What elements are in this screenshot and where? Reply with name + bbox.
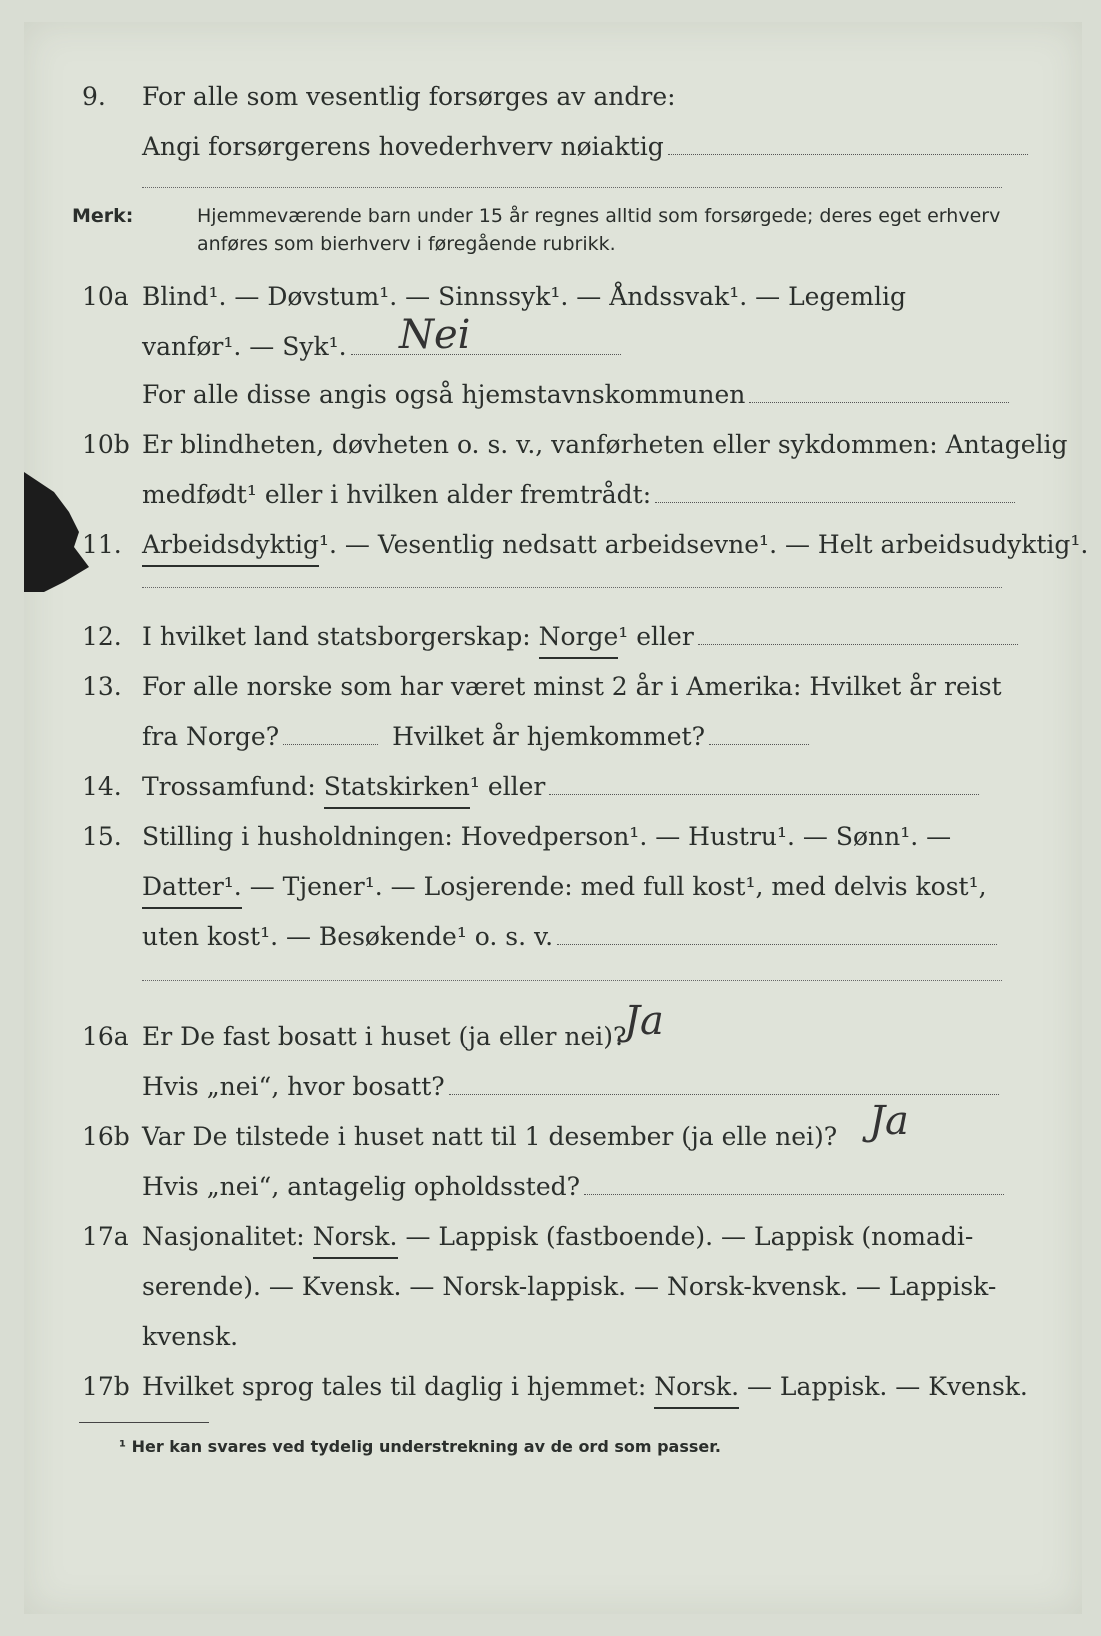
q14-row [24,767,1082,807]
q9-row-2 [24,127,1082,167]
q10a-row-3 [24,375,1082,415]
q15-options-2: — Tjener¹. — Losjerende: med full kost¹, med delvis kost¹, [249,872,987,901]
q15-row-1 [24,817,1082,857]
q10a-row-2 [24,312,1082,367]
q16b-row-2 [24,1167,1082,1207]
q14-question: Trossamfund: [142,772,316,801]
q17b-number: 17b [82,1372,130,1401]
q17a-options-1: — Lappisk (fastboende). — Lappisk (nomadi- [405,1222,974,1251]
q11-extra-line [142,587,1002,588]
q10a-answer-line[interactable] [351,353,621,355]
q12-question: I hvilket land statsborgerskap: [142,622,531,651]
q10a-hometown-label: For alle disse angis også hjemstavnskommunen [142,380,746,409]
q15-answer-line[interactable] [557,943,997,945]
q12-answer-line[interactable] [698,643,1018,645]
q14-selected-option[interactable]: Statskirken [324,767,470,809]
q16a-answer-line[interactable] [449,1093,999,1095]
q16b-question: Var De tilstede i huset natt til 1 desember (ja elle nei)? [142,1122,838,1151]
q12-row [24,617,1082,657]
q16a-handwritten-answer: Ja [624,998,664,1044]
q16b-row-1 [24,1098,1082,1157]
q14-number: 14. [82,772,122,801]
q15-options-3: uten kost¹. — Besøkende¹ o. s. v. [142,922,554,951]
footnote-rule [79,1422,209,1423]
q17a-options-2: serende). — Kvensk. — Norsk-lappisk. — Norsk-kvensk. — Lappisk- [142,1272,997,1301]
merk-text: Hjemmeværende barn under 15 år regnes alltid som forsørgede; deres eget erhverv anføres som bierhverv i føregående rubrikk. [197,205,1001,255]
q17a-row-3 [24,1317,1082,1357]
q12-or: ¹ eller [618,622,694,651]
q17a-selected-option[interactable]: Norsk. [313,1217,398,1259]
q16b-answer-line[interactable] [584,1193,1004,1195]
q16a-followup: Hvis „nei“, hvor bosatt? [142,1072,445,1101]
q9-question: For alle som vesentlig forsørges av andre: [142,82,676,111]
q14-answer-line[interactable] [549,793,979,795]
q10b-answer-line[interactable] [655,501,1015,503]
q13-left-label: fra Norge? [142,722,280,751]
q10a-handwritten-answer: Nei [399,312,471,358]
q17a-row-2 [24,1267,1082,1307]
q11-other-options: ¹. — Vesentlig nedsatt arbeidsevne¹. — Helt arbeidsudyktig¹. [318,530,1089,559]
q16a-row-1 [24,998,1082,1057]
q11-number: 11. [82,530,122,559]
q15-row-2 [24,867,1082,907]
q13-row-1 [24,667,1082,707]
q16a-number: 16a [82,1022,129,1051]
q9-answer-line[interactable] [668,153,1028,155]
q15-row-3 [24,917,1082,957]
q17a-question: Nasjonalitet: [142,1222,305,1251]
q17a-number: 17a [82,1222,129,1251]
footnote: ¹ Her kan svares ved tydelig understrekning av de ord som passer. [119,1437,721,1456]
q10a-row-1 [24,277,1082,317]
q9-row-1 [24,77,1082,117]
q10b-question-2: medfødt¹ eller i hvilken alder fremtrådt: [142,480,652,509]
q15-extra-line [142,980,1002,981]
q13-question: For alle norske som har været minst 2 år i Amerika: Hvilket år reist [142,672,1002,701]
q13-returned-label: Hvilket år hjemkommet? [392,722,706,751]
q15-selected-option[interactable]: Datter¹. [142,867,242,909]
merk-note [72,202,1001,255]
q13-returned-line[interactable] [709,743,809,745]
q11-selected-option[interactable]: Arbeidsdyktig [142,525,319,567]
q9-number: 9. [82,82,106,111]
q17b-row [24,1367,1082,1407]
q10a-hometown-line[interactable] [749,401,1009,403]
q10b-row-1 [24,425,1082,465]
q17a-row-1 [24,1217,1082,1257]
q17b-question: Hvilket sprog tales til daglig i hjemmet: [142,1372,647,1401]
q9-extra-line [142,187,1002,188]
q10b-question: Er blindheten, døvheten o. s. v., vanførheten eller sykdommen: Antagelig [142,430,1068,459]
q9-provider-label: Angi forsørgerens hovederhverv nøiaktig [142,132,664,161]
q10b-number: 10b [82,430,130,459]
q16a-row-2 [24,1067,1082,1107]
census-form-page [24,22,1089,1614]
q12-selected-option[interactable]: Norge [539,617,619,659]
q17b-other-options: — Lappisk. — Kvensk. [746,1372,1028,1401]
q11-row [24,525,1089,565]
q10b-row-2 [24,475,1082,515]
q17a-options-3: kvensk. [142,1322,239,1351]
q16b-handwritten-answer: Ja [869,1098,909,1144]
q16a-question: Er De fast bosatt i huset (ja eller nei)? [142,1022,627,1051]
q12-number: 12. [82,622,122,651]
q13-number: 13. [82,672,122,701]
q10a-options: Blind¹. — Døvstum¹. — Sinnssyk¹. — Åndssvak¹. — Legemlig [142,282,906,311]
q16b-number: 16b [82,1122,130,1151]
q17b-selected-option[interactable]: Norsk. [654,1367,739,1409]
q13-row-2 [24,717,1082,757]
q15-options-1: Stilling i husholdningen: Hovedperson¹. — Hustru¹. — Sønn¹. — [142,822,952,851]
q10a-options-2: vanfør¹. — Syk¹. [142,332,347,361]
q16b-followup: Hvis „nei“, antagelig opholdssted? [142,1172,581,1201]
q10a-number: 10a [82,282,129,311]
q13-left-line[interactable] [283,743,378,745]
merk-label: Merk: [72,205,134,227]
q15-number: 15. [82,822,122,851]
q14-or: ¹ eller [469,772,546,801]
